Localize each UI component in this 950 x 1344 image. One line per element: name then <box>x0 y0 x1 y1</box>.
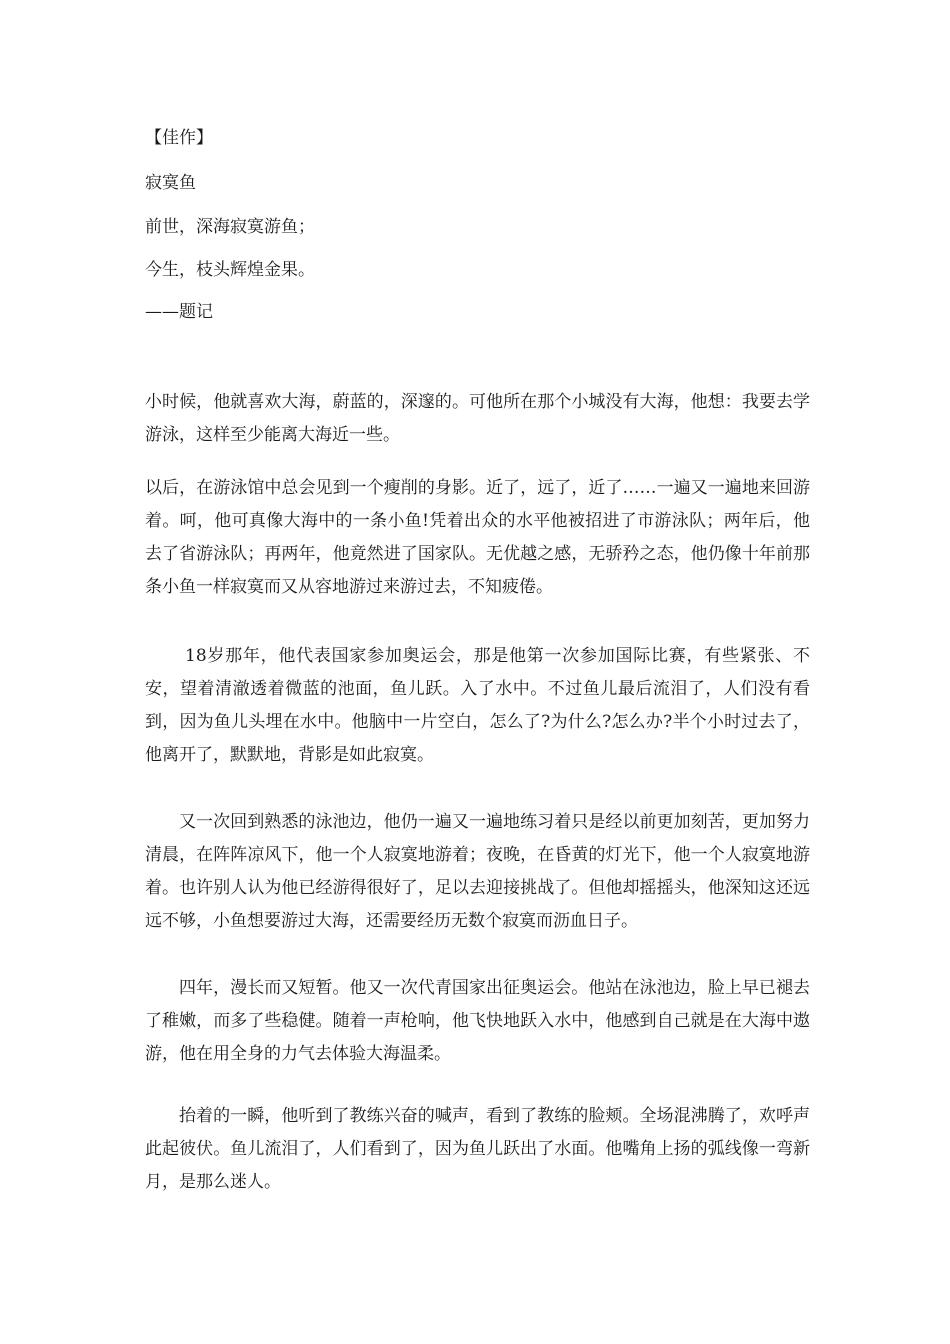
paragraph-2: 以后，在游泳馆中总会见到一个瘦削的身影。近了，远了，近了……一遍又一遍地来回游着。呵，他可真像大海中的一条小鱼!凭着出众的水平他被招进了市游泳队；两年后，他去了省游泳队；再两年，他竟然进了国家队。无优越之感，无骄矜之态，他仍像十年前那条小鱼一样寂寞而又从容地游过来游过去，不知疲倦。 <box>145 478 810 597</box>
paragraph-4: 又一次回到熟悉的泳池边，他仍一遍又一遍地练习着只是经以前更加刻苦，更加努力清晨，在阵阵凉风下，他一个人寂寞地游着；夜晚，在昏黄的灯光下，他一个人寂寞地游着。也许别人认为他已经游得很好了，足以去迎接挑战了。但他却摇摇头，他深知这还远远不够，小鱼想要游过大海，还需要经历无数个寂寞而沥血日子。 <box>145 812 810 931</box>
epigraph-line-1: 前世，深海寂寞游鱼； <box>145 217 315 237</box>
paragraph-6: 抬着的一瞬，他听到了教练兴奋的喊声，看到了教练的脸颊。全场混沸腾了，欢呼声此起彼伏。鱼儿流泪了，人们看到了，因为鱼儿跃出了水面。他嘴角上扬的弧线像一弯新月，是那么迷人。 <box>145 1106 810 1192</box>
section-label: 【佳作】 <box>145 128 213 148</box>
paragraph-3: 18岁那年，他代表国家参加奥运会，那是他第一次参加国际比赛，有些紧张、不安，望着清澈透着微蓝的池面，鱼儿跃。入了水中。不过鱼儿最后流泪了，人们没有看到，因为鱼儿头埋在水中。他脑中一片空白，怎么了?为什么?怎么办?半个小时过去了，他离开了，默默地，背影是如此寂寞。 <box>145 646 810 765</box>
essay-title: 寂寞鱼 <box>145 173 196 193</box>
epigraph-line-2: 今生，枝头辉煌金果。 <box>145 260 315 280</box>
epigraph-attribution: ——题记 <box>145 302 213 322</box>
paragraph-5: 四年，漫长而又短暂。他又一次代青国家出征奥运会。他站在泳池边，脸上早已褪去了稚嫩，而多了些稳健。随着一声枪响，他飞快地跃入水中，他感到自己就是在大海中遨游，他在用全身的力气去体验大海温柔。 <box>145 978 810 1064</box>
paragraph-1: 小时候，他就喜欢大海，蔚蓝的，深邃的。可他所在那个小城没有大海，他想：我要去学游泳，这样至少能离大海近一些。 <box>145 392 810 445</box>
